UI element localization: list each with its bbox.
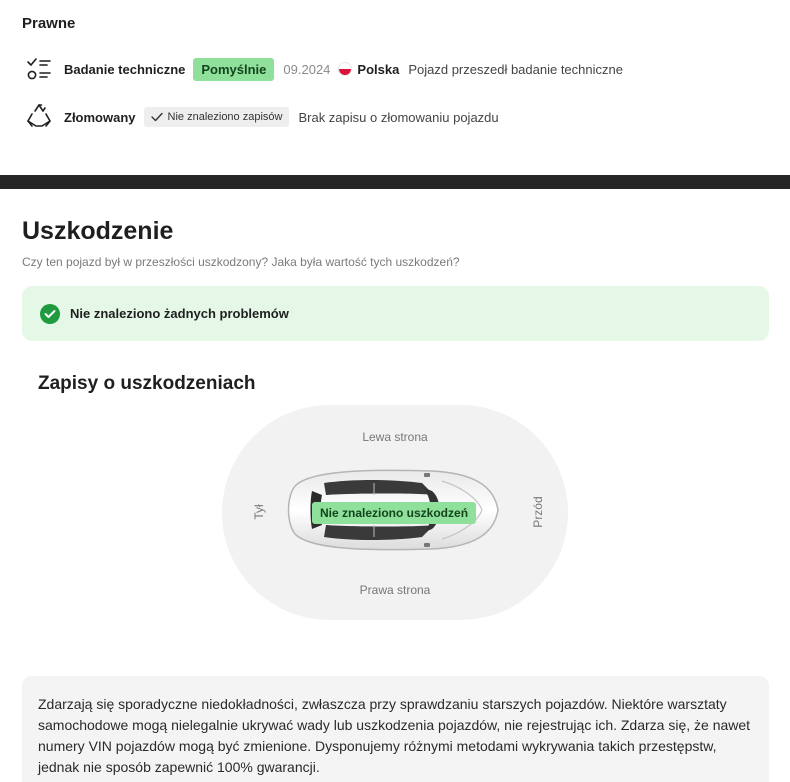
checklist-icon [22, 53, 56, 85]
left-side-label: Lewa strona [362, 430, 428, 444]
inspection-description: Pojazd przeszedł badanie techniczne [408, 61, 623, 77]
legal-title: Prawne [22, 15, 76, 32]
no-problems-banner [22, 286, 769, 341]
right-side-label: Prawa strona [359, 583, 431, 597]
scrapped-label: Złomowany [64, 109, 136, 125]
disclaimer-text: Zdarzają się sporadyczne niedokładności, zwłaszcza przy sprawdzaniu starszych pojazdów. Niektóre warsztaty samochodowe mogą nielegalnie ukrywać wady lub uszkodzenia pojazdów, nie rejestrując ich. Zdarza się, że nawet numery VIN pojazdów mogą być zmienione. Dysponujemy różnymi metodami wykrywania takich przestępstw, jednak nie sposób zapewnić 100% gwarancji. [22, 676, 769, 782]
poland-flag-icon [338, 62, 352, 76]
scrapped-description: Brak zapisu o złomowaniu pojazdu [298, 109, 499, 125]
scrapped-status-text: Nie znaleziono zapisów [167, 111, 283, 123]
inspection-status-badge: Pomyślnie [193, 58, 274, 81]
front-label: Przód [531, 496, 545, 528]
scrapped-status-badge [144, 107, 290, 127]
recycle-icon [22, 101, 56, 133]
damage-subtitle: Czy ten pojazd był w przeszłości uszkodzony? Jaka była wartość tych uszkodzeń? [22, 255, 460, 269]
damage-title: Uszkodzenie [22, 217, 174, 245]
no-problems-text: Nie znaleziono żadnych problemów [70, 306, 289, 321]
check-circle-icon [40, 304, 60, 324]
damage-section [0, 189, 790, 782]
inspection-label: Badanie techniczne [64, 61, 186, 77]
section-divider [0, 175, 790, 189]
checkmark-icon [151, 112, 163, 122]
damage-diagram [222, 405, 568, 620]
inspection-date: 09.2024 [283, 61, 331, 77]
legal-row-inspection [22, 53, 623, 85]
rear-label: Tył [252, 504, 266, 520]
damage-records-title: Zapisy o uszkodzeniach [38, 373, 256, 394]
legal-row-scrapped [22, 101, 499, 133]
no-damage-badge: Nie znaleziono uszkodzeń [312, 502, 476, 524]
inspection-country: Polska [357, 61, 400, 77]
legal-section [0, 0, 790, 175]
